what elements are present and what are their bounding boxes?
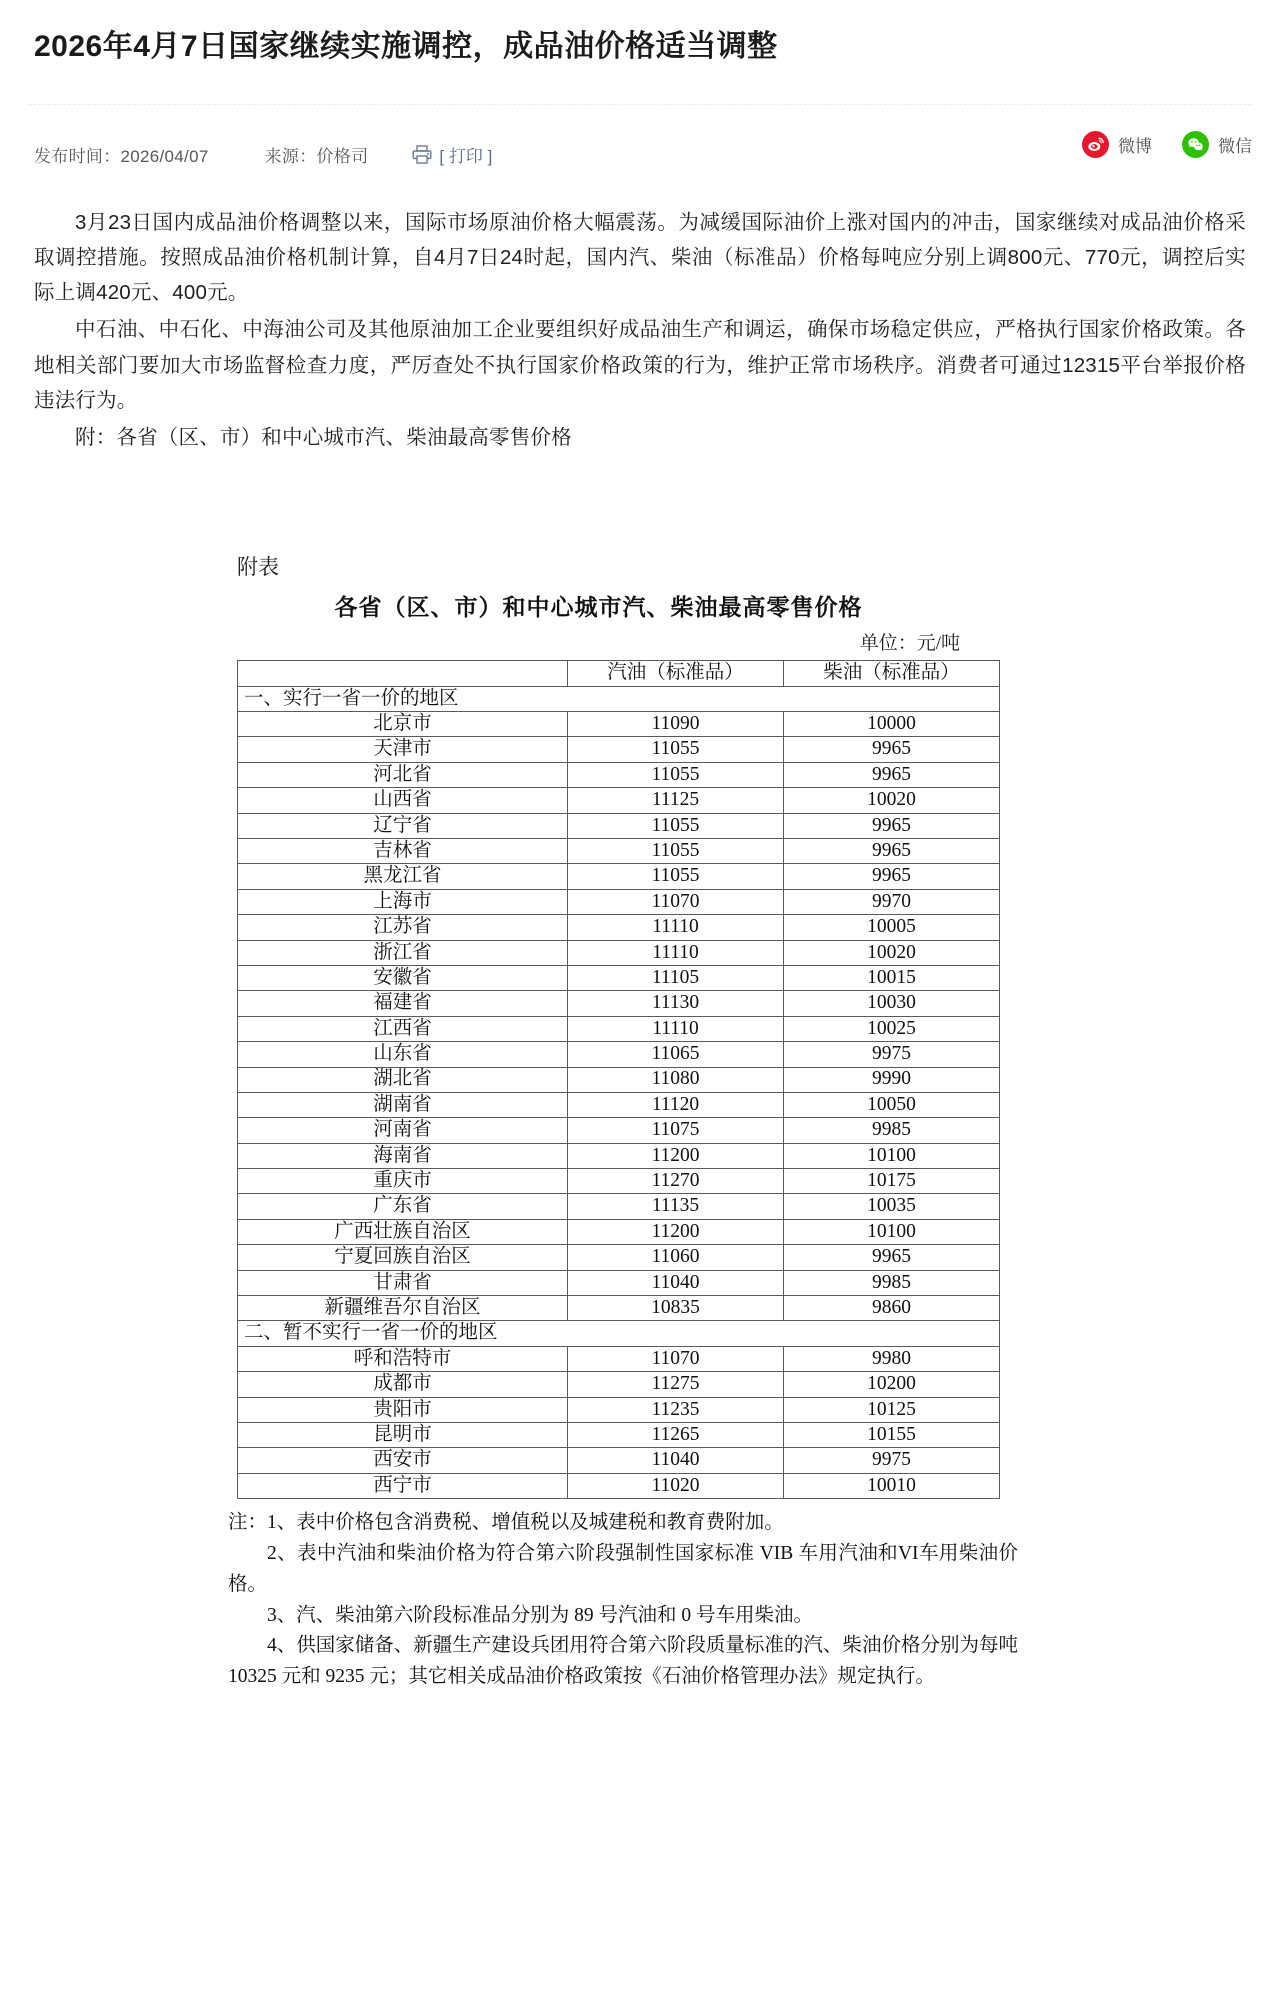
note-item: 注：1、表中价格包含消费税、增值税以及城建税和教育费附加。: [228, 1512, 784, 1534]
cell-petrol-price: 11110: [568, 940, 784, 965]
table-row: [238, 1219, 1000, 1244]
table-row: [238, 991, 1000, 1016]
cell-diesel-price: 10050: [784, 1092, 1000, 1117]
table-row: [238, 788, 1000, 813]
cell-diesel-price: 10030: [784, 991, 1000, 1016]
table-row: [238, 965, 1000, 990]
attachment-section: [0, 551, 1280, 1693]
publish-time: 发布时间：2026/04/07: [34, 147, 209, 166]
cell-region: 甘肃省: [238, 1270, 568, 1295]
cell-diesel-price: 9970: [784, 889, 1000, 914]
table-row: [238, 1245, 1000, 1270]
printer-icon: [412, 145, 432, 164]
cell-diesel-price: 10125: [784, 1397, 1000, 1422]
page-title: 2026年4月7日国家继续实施调控，成品油价格适当调整: [34, 30, 778, 63]
cell-diesel-price: 10000: [784, 712, 1000, 737]
table-header-cell: 汽油（标准品）: [568, 661, 784, 686]
cell-region: 吉林省: [238, 838, 568, 863]
note-item: 4、供国家储备、新疆生产建设兵团用符合第六阶段质量标准的汽、柴油价格分别为每吨 10325 元和 9235 元；其它相关成品油价格政策按《石油价格管理办法》规定执行。: [228, 1635, 1018, 1688]
cell-petrol-price: 11055: [568, 864, 784, 889]
cell-petrol-price: 11105: [568, 965, 784, 990]
table-unit-label: 单位：元/吨: [859, 633, 960, 655]
cell-diesel-price: 10155: [784, 1422, 1000, 1447]
cell-region: 西安市: [238, 1448, 568, 1473]
cell-petrol-price: 11055: [568, 813, 784, 838]
cell-diesel-price: 9985: [784, 1270, 1000, 1295]
page-header: [0, 0, 1280, 66]
table-row: [238, 940, 1000, 965]
cell-region: 昆明市: [238, 1422, 568, 1447]
cell-diesel-price: 10010: [784, 1473, 1000, 1498]
table-row: [238, 1143, 1000, 1168]
cell-region: 贵阳市: [238, 1397, 568, 1422]
share-label: 微信: [1218, 136, 1252, 156]
cell-region: 宁夏回族自治区: [238, 1245, 568, 1270]
cell-diesel-price: 10175: [784, 1169, 1000, 1194]
cell-diesel-price: 9965: [784, 838, 1000, 863]
cell-petrol-price: 11090: [568, 712, 784, 737]
share-label: 微博: [1118, 136, 1152, 156]
print-button[interactable]: [412, 142, 492, 167]
cell-diesel-price: 10005: [784, 915, 1000, 940]
weibo-icon: [1082, 131, 1109, 158]
cell-region: 安徽省: [238, 965, 568, 990]
cell-diesel-price: 9990: [784, 1067, 1000, 1092]
cell-region: 新疆维吾尔自治区: [238, 1296, 568, 1321]
table-section-heading: 一、实行一省一价的地区: [238, 686, 1000, 711]
table-section-heading: 二、暂不实行一省一价的地区: [238, 1321, 1000, 1346]
source-label: 来源：价格司: [264, 147, 369, 166]
share-wechat[interactable]: [1182, 131, 1252, 158]
cell-diesel-price: 9975: [784, 1448, 1000, 1473]
cell-region: 黑龙江省: [238, 864, 568, 889]
cell-petrol-price: 11065: [568, 1042, 784, 1067]
cell-diesel-price: 10025: [784, 1016, 1000, 1041]
cell-diesel-price: 10035: [784, 1194, 1000, 1219]
cell-region: 福建省: [238, 991, 568, 1016]
cell-petrol-price: 11110: [568, 915, 784, 940]
cell-petrol-price: 11055: [568, 838, 784, 863]
table-row: [238, 1169, 1000, 1194]
article-paragraph: 中石油、中石化、中海油公司及其他原油加工企业要组织好成品油生产和调运，确保市场稳定供应，严格执行国家价格政策。各地相关部门要加大市场监督检查力度，严厉查处不执行国家价格政策的行为，维护正常市场秩序。消费者可通过12315平台举报价格违法行为。: [34, 318, 1246, 412]
cell-region: 辽宁省: [238, 813, 568, 838]
cell-diesel-price: 9965: [784, 1245, 1000, 1270]
document-meta-row: [0, 105, 1280, 175]
cell-diesel-price: 9965: [784, 864, 1000, 889]
table-header-row: [238, 661, 1000, 686]
cell-petrol-price: 10835: [568, 1296, 784, 1321]
table-row: [238, 864, 1000, 889]
table-header-blank: [238, 661, 568, 686]
cell-petrol-price: 11120: [568, 1092, 784, 1117]
cell-region: 成都市: [238, 1372, 568, 1397]
cell-petrol-price: 11275: [568, 1372, 784, 1397]
cell-petrol-price: 11060: [568, 1245, 784, 1270]
table-row: [238, 1092, 1000, 1117]
attachment-label: 附表: [237, 555, 279, 580]
table-row: [238, 1194, 1000, 1219]
cell-region: 重庆市: [238, 1169, 568, 1194]
cell-petrol-price: 11075: [568, 1118, 784, 1143]
table-row: [238, 1473, 1000, 1498]
cell-petrol-price: 11200: [568, 1143, 784, 1168]
cell-diesel-price: 9980: [784, 1346, 1000, 1371]
cell-petrol-price: 11070: [568, 1346, 784, 1371]
cell-region: 河北省: [238, 762, 568, 787]
cell-region: 河南省: [238, 1118, 568, 1143]
cell-diesel-price: 10200: [784, 1372, 1000, 1397]
cell-region: 湖北省: [238, 1067, 568, 1092]
article-attachment-note: 附：各省（区、市）和中心城市汽、柴油最高零售价格: [75, 426, 572, 449]
cell-petrol-price: 11070: [568, 889, 784, 914]
table-row: [238, 762, 1000, 787]
table-caption: 各省（区、市）和中心城市汽、柴油最高零售价格: [334, 595, 863, 621]
table-row: [238, 1346, 1000, 1371]
table-row: [238, 1422, 1000, 1447]
cell-petrol-price: 11040: [568, 1448, 784, 1473]
cell-petrol-price: 11270: [568, 1169, 784, 1194]
cell-diesel-price: 9860: [784, 1296, 1000, 1321]
table-row: [238, 1448, 1000, 1473]
table-row: [238, 1372, 1000, 1397]
cell-region: 浙江省: [238, 940, 568, 965]
table-row: [238, 737, 1000, 762]
cell-petrol-price: 11235: [568, 1397, 784, 1422]
cell-region: 山西省: [238, 788, 568, 813]
table-section-row: [238, 686, 1000, 711]
cell-petrol-price: 11040: [568, 1270, 784, 1295]
cell-region: 西宁市: [238, 1473, 568, 1498]
table-row: [238, 915, 1000, 940]
cell-diesel-price: 9965: [784, 813, 1000, 838]
table-row: [238, 1118, 1000, 1143]
cell-petrol-price: 11265: [568, 1422, 784, 1447]
cell-petrol-price: 11200: [568, 1219, 784, 1244]
table-row: [238, 1296, 1000, 1321]
note-item: 2、表中汽油和柴油价格为符合第六阶段强制性国家标准 VIB 车用汽油和VI车用柴油价格。: [228, 1542, 1018, 1595]
cell-region: 呼和浩特市: [238, 1346, 568, 1371]
cell-region: 江西省: [238, 1016, 568, 1041]
table-row: [238, 1270, 1000, 1295]
cell-diesel-price: 9965: [784, 737, 1000, 762]
cell-diesel-price: 10015: [784, 965, 1000, 990]
table-header-cell: 柴油（标准品）: [784, 661, 1000, 686]
article-paragraph: 3月23日国内成品油价格调整以来，国际市场原油价格大幅震荡。为减缓国际油价上涨对国内的冲击，国家继续对成品油价格采取调控措施。按照成品油价格机制计算，自4月7日24时起，国内汽、柴油（标准品）价格每吨应分别上调800元、770元，调控后实际上调420元、400元。: [34, 210, 1246, 304]
cell-petrol-price: 11055: [568, 737, 784, 762]
article-body: [0, 175, 1280, 456]
cell-petrol-price: 11020: [568, 1473, 784, 1498]
wechat-icon: [1182, 131, 1209, 158]
cell-region: 山东省: [238, 1042, 568, 1067]
price-table: [237, 660, 1000, 1499]
cell-region: 天津市: [238, 737, 568, 762]
cell-petrol-price: 11110: [568, 1016, 784, 1041]
share-weibo[interactable]: [1082, 131, 1152, 158]
cell-petrol-price: 11130: [568, 991, 784, 1016]
cell-petrol-price: 11055: [568, 762, 784, 787]
cell-region: 上海市: [238, 889, 568, 914]
table-section-row: [238, 1321, 1000, 1346]
cell-region: 海南省: [238, 1143, 568, 1168]
cell-region: 北京市: [238, 712, 568, 737]
table-notes: [228, 1508, 1018, 1693]
cell-diesel-price: 10100: [784, 1143, 1000, 1168]
print-label: [ 打印 ]: [439, 147, 493, 166]
table-row: [238, 1397, 1000, 1422]
table-row: [238, 1067, 1000, 1092]
cell-diesel-price: 10020: [784, 788, 1000, 813]
cell-petrol-price: 11080: [568, 1067, 784, 1092]
table-row: [238, 1016, 1000, 1041]
table-row: [238, 813, 1000, 838]
cell-diesel-price: 9965: [784, 762, 1000, 787]
cell-diesel-price: 9985: [784, 1118, 1000, 1143]
table-row: [238, 838, 1000, 863]
note-item: 3、汽、柴油第六阶段标准品分别为 89 号汽油和 0 号车用柴油。: [267, 1604, 814, 1626]
share-group: [1082, 131, 1252, 158]
table-row: [238, 712, 1000, 737]
table-row: [238, 1042, 1000, 1067]
cell-diesel-price: 10020: [784, 940, 1000, 965]
cell-region: 广西壮族自治区: [238, 1219, 568, 1244]
cell-petrol-price: 11135: [568, 1194, 784, 1219]
table-row: [238, 889, 1000, 914]
cell-region: 江苏省: [238, 915, 568, 940]
cell-region: 广东省: [238, 1194, 568, 1219]
cell-region: 湖南省: [238, 1092, 568, 1117]
cell-diesel-price: 9975: [784, 1042, 1000, 1067]
cell-diesel-price: 10100: [784, 1219, 1000, 1244]
cell-petrol-price: 11125: [568, 788, 784, 813]
